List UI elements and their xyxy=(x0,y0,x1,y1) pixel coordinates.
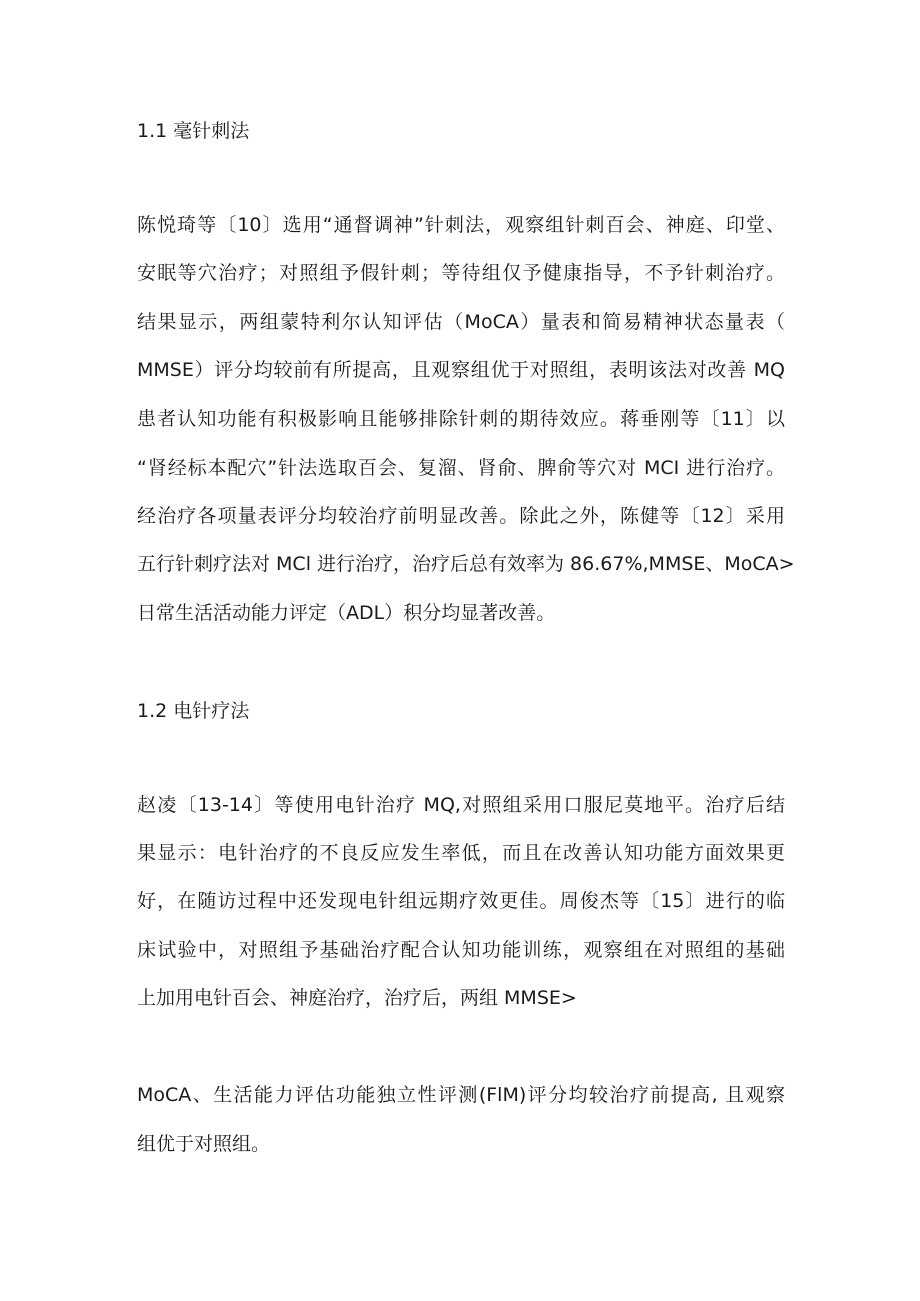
paragraph-line: 床试验中，对照组予基础治疗配合认知功能训练，观察组在对照组的基础 xyxy=(137,939,785,961)
paragraph-line: 赵凌〔13-14〕等使用电针治疗 MQ,对照组采用口服尼莫地平。治疗后结 xyxy=(137,794,785,816)
paragraph-line: 组优于对照组。 xyxy=(137,1133,271,1155)
paragraph-line: MMSE）评分均较前有所提高，且观察组优于对照组，表明该法对改善 MQ xyxy=(137,359,785,381)
paragraph-line: 患者认知功能有积极影响且能够排除针刺的期待效应。蒋垂刚等〔11〕以 xyxy=(137,408,785,430)
section-heading: 1.1 毫针刺法 xyxy=(137,120,250,142)
paragraph-line: 安眠等穴治疗；对照组予假针刺；等待组仅予健康指导，不予针刺治疗。 xyxy=(137,262,785,284)
paragraph-line: 好，在随访过程中还发现电针组远期疗效更佳。周俊杰等〔15〕进行的临 xyxy=(137,890,785,912)
paragraph-line: 日常生活活动能力评定（ADL）积分均显著改善。 xyxy=(137,602,556,624)
paragraph-line: 陈悦琦等〔10〕选用“通督调神”针刺法，观察组针刺百会、神庭、印堂、 xyxy=(137,214,785,236)
paragraph-line: 结果显示，两组蒙特利尔认知评估（MoCA）量表和简易精神状态量表（ xyxy=(137,311,785,333)
paragraph-line: 经治疗各项量表评分均较治疗前明显改善。除此之外，陈健等〔12〕采用 xyxy=(137,505,785,527)
paragraph-line: 五行针刺疗法对 MCl 进行治疗，治疗后总有效率为 86.67%,MMSE、MoCA> xyxy=(137,553,795,575)
paragraph-line: 上加用电针百会、神庭治疗，治疗后，两组 MMSE> xyxy=(137,987,577,1009)
paragraph-line: 果显示：电针治疗的不良反应发生率低，而且在改善认知功能方面效果更 xyxy=(137,842,785,864)
section-heading: 1.2 电针疗法 xyxy=(137,700,250,722)
paragraph-line: “肾经标本配穴”针法选取百会、复溜、肾俞、脾俞等穴对 MCI 进行治疗。 xyxy=(137,457,785,479)
paragraph-line: MoCA、生活能力评估功能独立性评测(FlM)评分均较治疗前提高, 且观察 xyxy=(137,1084,785,1106)
